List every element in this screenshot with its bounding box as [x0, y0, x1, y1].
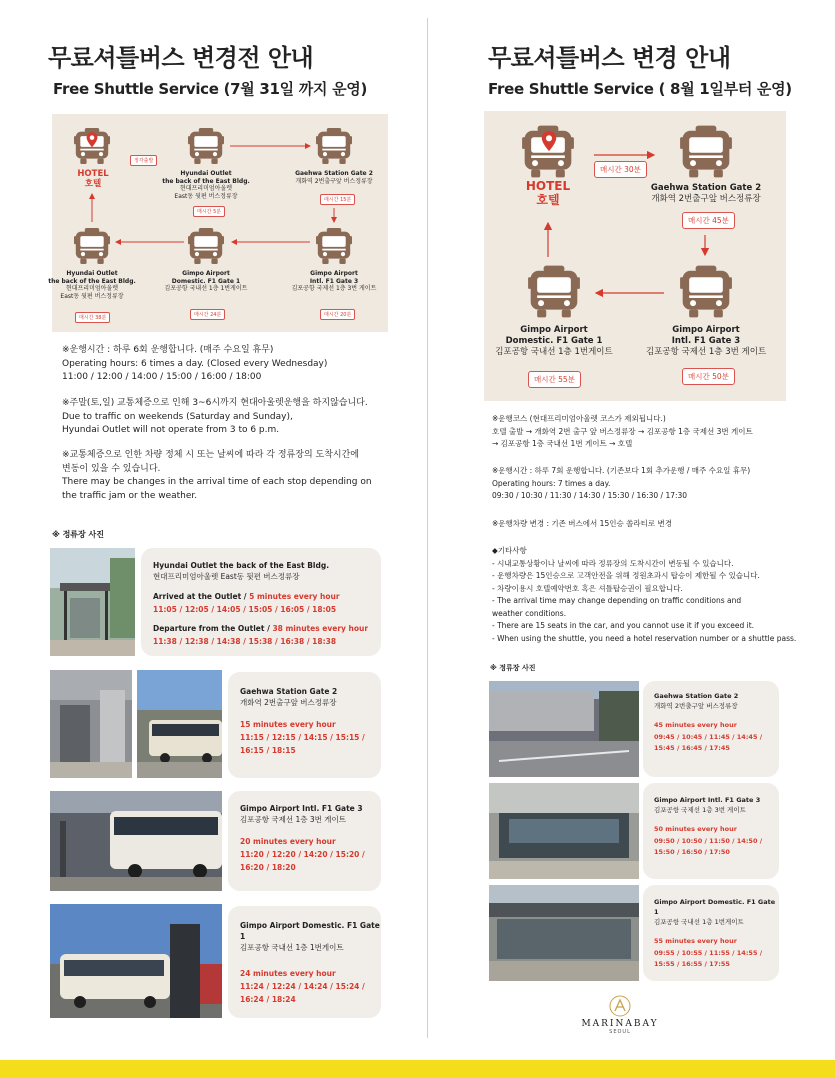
- station-name-en: Gimpo Airport: [182, 270, 230, 277]
- card-schedule-1: 09:50 / 10:50 / 11:50 / 14:50 /: [654, 836, 763, 845]
- depart-badge: 정각출발: [130, 155, 157, 166]
- left-info-traffic: ※교통체증으로 인한 차량 정체 시 또는 날씨에 따라 각 정류장의 도착시간에 변동이 있을 수 있습니다. There may be changes in the arrival time of each stop depending on the traffic jam or the weather.: [62, 450, 372, 501]
- time-badge: 매시간 38분: [75, 312, 110, 323]
- station-name-en2: Domestic. F1 Gate 1: [171, 277, 241, 285]
- hotel-label-en: HOTEL: [77, 169, 109, 179]
- station-name-ko: 현대프리미엄아울렛: [65, 285, 119, 292]
- hotel-label-ko: 호텔: [536, 193, 560, 207]
- station-name-en2: the back of the East Bldg.: [48, 277, 136, 285]
- right-title: 무료셔틀버스 변경 안내: [488, 44, 731, 72]
- station-name-ko: 현대프리미엄아울렛: [179, 185, 233, 192]
- station-name-en2: Intl. F1 Gate 3: [671, 336, 741, 346]
- time-badge: 매시간 55분: [528, 371, 581, 388]
- card-title-en: Gaehwa Station Gate 2: [654, 692, 739, 700]
- hotel-label-ko: 호텔: [84, 179, 102, 189]
- arrival-time: 5 minutes every hour: [249, 592, 340, 601]
- card-schedule-1: 11:24 / 12:24 / 14:24 / 15:24 /: [240, 982, 365, 991]
- card-title-en: Gaehwa Station Gate 2: [240, 687, 338, 696]
- station-name-ko: 김포공항 국제선 1층 3번 게이트: [291, 285, 377, 292]
- bottom-yellow-bar: [0, 1060, 835, 1078]
- time-badge: 매시간 24분: [190, 309, 225, 320]
- card-title-ko: 김포공항 국내선 1층 1번게이트: [240, 943, 344, 952]
- station-name-en2: Intl. F1 Gate 3: [309, 277, 359, 285]
- card-gaehwa: [643, 681, 779, 777]
- card-frequency: 20 minutes every hour: [240, 837, 336, 846]
- logo-mark-icon: [609, 995, 631, 1017]
- right-info-hours: ※운행시간 : 하루 7회 운행합니다. (기존보다 1회 추가운행 / 매주 수요일 휴무) Operating hours: 7 times a day. 09:30 / 10:30 / 11:30 / 14:30 / 15:30 / 16:30 / 17:30: [492, 466, 751, 500]
- time-badge: 매시간 45분: [682, 212, 735, 229]
- card-frequency: 15 minutes every hour: [240, 720, 336, 729]
- card-schedule-1: 11:15 / 12:15 / 14:15 / 15:15 /: [240, 733, 365, 742]
- card-frequency: 50 minutes every hour: [654, 825, 737, 833]
- time-badge: 매시간 20분: [320, 309, 355, 320]
- right-subtitle: Free Shuttle Service ( 8월 1일부터 운영): [488, 80, 792, 98]
- left-subtitle: Free Shuttle Service (7월 31일 까지 운영): [53, 80, 368, 98]
- column-divider: [427, 18, 428, 1038]
- card-title-en: Gimpo Airport Domestic. F1 Gate 1: [654, 898, 776, 916]
- left-title: 무료셔틀버스 변경전 안내: [48, 44, 314, 72]
- station-name-en: Hyundai Outlet: [180, 170, 232, 177]
- logo-name: MARINABAY: [581, 1019, 659, 1029]
- card-schedule-1: 09:45 / 10:45 / 11:45 / 14:45 /: [654, 732, 763, 741]
- card-title-ko: 김포공항 국내선 1층 1번게이트: [654, 918, 744, 926]
- card-gimpo-intl: [228, 791, 381, 891]
- time-badge: 매시간 5분: [193, 206, 225, 217]
- station-name-en: Gimpo Airport: [672, 325, 740, 335]
- station-name-ko: 개화역 2번출구앞 버스정류장: [295, 177, 373, 185]
- card-frequency: 45 minutes every hour: [654, 721, 737, 729]
- card-frequency: 24 minutes every hour: [240, 969, 336, 978]
- card-title-en: Gimpo Airport Intl. F1 Gate 3: [654, 796, 761, 804]
- card-schedule-2: 16:15 / 18:15: [240, 746, 296, 755]
- card-schedule-1: 11:20 / 12:20 / 14:20 / 15:20 /: [240, 850, 365, 859]
- photo-gaehwa-1: [50, 670, 132, 778]
- card-schedule-2: 15:55 / 16:55 / 17:55: [654, 960, 730, 968]
- right-info-vehicle: ※운행차량 변경 : 기존 버스에서 15인승 쏠라티로 변경: [492, 519, 672, 528]
- left-photo-caption: ※ 정류장 사진: [52, 530, 104, 539]
- station-name-en: Gaehwa Station Gate 2: [650, 183, 762, 193]
- station-name-en2: the back of the East Bldg.: [162, 177, 250, 185]
- departure-time: 38 minutes every hour: [272, 624, 369, 633]
- time-badge: 매시간 30분: [594, 161, 647, 178]
- card-title-en: Gimpo Airport Intl. F1 Gate 3: [240, 804, 363, 813]
- station-name-ko: 김포공항 국내선 1층 1번게이트: [164, 285, 248, 292]
- right-route-map: [484, 111, 786, 401]
- card-title-en: Gimpo Airport Domestic. F1 Gate 1: [240, 921, 380, 941]
- station-name-ko: 김포공항 국제선 1층 3번 게이트: [646, 347, 767, 357]
- station-name-en: Hyundai Outlet: [66, 270, 118, 277]
- photo-gaehwa-2: [137, 670, 222, 778]
- right-photo-caption: ※ 정류장 사진: [490, 664, 536, 672]
- card-schedule-1: 09:55 / 10:55 / 11:55 / 14:55 /: [654, 948, 763, 957]
- time-badge: 매시간 50분: [682, 368, 735, 385]
- departure-label: Departure from the Outlet /: [153, 624, 273, 633]
- station-name-ko: 개화역 2번출구앞 버스정류장: [651, 194, 761, 204]
- hotel-label-en: HOTEL: [525, 179, 571, 193]
- station-name-ko2: East동 뒷편 버스정류장: [60, 292, 124, 300]
- photo-gimpo-domestic: [489, 885, 639, 981]
- photo-gaehwa: [489, 681, 639, 777]
- left-route-map: [48, 114, 388, 332]
- time-badge: 매시간 15분: [320, 194, 355, 205]
- card-title-ko: 김포공항 국제선 1층 3번 게이트: [240, 815, 347, 824]
- card-gimpo-domestic: [643, 885, 779, 981]
- departure-schedule: 11:38 / 12:38 / 14:38 / 15:38 / 16:38 / 18:38: [153, 637, 337, 646]
- card-title-ko: 개화역 2번출구앞 버스정류장: [654, 702, 738, 710]
- arrival-label: Arrived at the Outlet /: [153, 592, 250, 601]
- right-info-course: ※운행코스 (현대프리미엄아울렛 코스가 제외됩니다.) 호텔 출발 → 개화역 2번 출구 앞 버스정류장 → 김포공항 1층 국제선 3번 게이트 → 김포공항 1층 국내선 1번 게이트 → 호텔: [492, 414, 753, 448]
- right-info-misc: ◆기타사항 - 시내교통상황이나 날씨에 따라 정류장의 도착시간이 변동될 수 있습니다. - 운행차량은 15인승으로 고객안전을 위해 정원초과시 탑승이 제한될 수 있습니다. - 차량이용시 호텔예약번호 혹은 셔틀탑승권이 필요합니다. - The arrival time may change depending on traffic conditions and weather conditions. - There are 15 seats in the car, and you cannot use it if you exceed it. - When using the shuttle, you need a hotel reservation number or a shuttle pass.: [492, 546, 797, 643]
- station-name-en: Gimpo Airport: [310, 270, 358, 277]
- card-title-ko: 현대프리미엄아울렛 East동 뒷편 버스정류장: [153, 572, 300, 581]
- card-hyundai-outlet: [141, 548, 381, 656]
- arrival-schedule: 11:05 / 12:05 / 14:05 / 15:05 / 16:05 / 18:05: [153, 605, 337, 614]
- station-name-en2: Domestic. F1 Gate 1: [505, 336, 603, 346]
- card-title-en: Hyundai Outlet the back of the East Bldg.: [153, 561, 330, 570]
- station-name-en: Gimpo Airport: [520, 325, 588, 335]
- station-name-ko: 김포공항 국내선 1층 1번게이트: [495, 347, 613, 357]
- left-info-hours: ※운행시간 : 하루 6회 운행합니다. (매주 수요일 휴무) Operating hours: 6 times a day. (Closed every Wednesday) 11:00 / 12:00 / 14:00 / 15:00 / 16:00 / 18:00: [62, 345, 328, 382]
- left-info-weekend: ※주말(토,일) 교통체증으로 인해 3~6시까지 현대아울렛운행을 하지않습니다. Due to traffic on weekends (Saturday and Sunday), Hyundai Outlet will not operate from 3 to 6 p.m.: [62, 398, 368, 435]
- card-frequency: 55 minutes every hour: [654, 937, 737, 945]
- station-name-en: Gaehwa Station Gate 2: [295, 170, 373, 177]
- logo-sub: SEOUL: [609, 1029, 631, 1035]
- route-arrows: [484, 111, 786, 401]
- card-gimpo-intl: [643, 783, 779, 879]
- card-schedule-2: 16:24 / 18:24: [240, 995, 296, 1004]
- photo-gimpo-intl: [489, 783, 639, 879]
- card-title-ko: 김포공항 국제선 1층 3번 게이트: [654, 806, 746, 814]
- photo-hyundai-outlet: [50, 548, 135, 656]
- station-name-ko2: East동 뒷편 버스정류장: [174, 192, 238, 200]
- photo-gimpo-domestic: [50, 904, 222, 1018]
- card-gimpo-domestic: [228, 906, 381, 1018]
- route-arrows: [52, 114, 388, 332]
- card-schedule-2: 16:20 / 18:20: [240, 863, 296, 872]
- card-schedule-2: 15:50 / 16:50 / 17:50: [654, 848, 730, 856]
- card-title-ko: 개화역 2번출구앞 버스정류장: [240, 698, 337, 707]
- card-gaehwa: [228, 672, 381, 778]
- card-schedule-2: 15:45 / 16:45 / 17:45: [654, 744, 730, 752]
- marinabay-logo: [580, 995, 660, 1035]
- photo-gimpo-intl: [50, 791, 222, 891]
